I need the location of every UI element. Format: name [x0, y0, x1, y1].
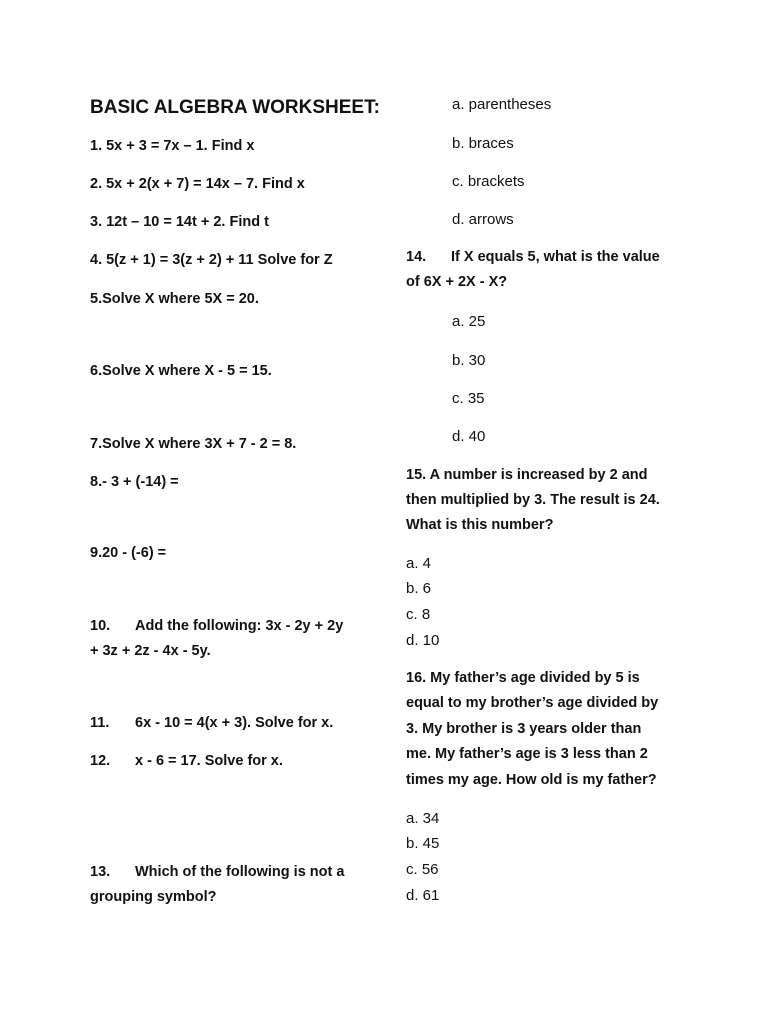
question-10-line-1: Add the following: 3x - 2y + 2y: [135, 618, 344, 634]
question-15-line-3: What is this number?: [406, 517, 554, 533]
question-3: 3. 12t – 10 = 14t + 2. Find t: [90, 214, 269, 230]
question-16-line-5: times my age. How old is my father?: [406, 772, 657, 788]
q14-option-c: c. 35: [452, 390, 485, 407]
q14-option-d: d. 40: [452, 428, 486, 445]
question-14-number: 14.: [406, 249, 427, 265]
question-10: [90, 614, 343, 639]
question-10-number: 10.: [90, 618, 111, 634]
q13-option-a: a. parentheses: [452, 96, 552, 113]
question-8: 8.- 3 + (-14) =: [90, 474, 179, 490]
question-15-line-2: then multiplied by 3. The result is 24.: [406, 492, 660, 508]
question-6: 6.Solve X where X - 5 = 15.: [90, 363, 272, 379]
q16-option-d: d. 61: [406, 887, 440, 904]
question-13: [90, 860, 344, 885]
question-11-number: 11.: [90, 715, 110, 731]
q16-option-c: c. 56: [406, 861, 439, 878]
q13-option-c: c. brackets: [452, 173, 525, 190]
question-9: 9.20 - (-6) =: [90, 545, 167, 561]
question-12-text: x - 6 = 17. Solve for x.: [135, 753, 283, 769]
question-14: [406, 245, 660, 270]
question-15-line-1: 15. A number is increased by 2 and: [406, 467, 648, 483]
q16-option-a: a. 34: [406, 810, 440, 827]
q16-option-b: b. 45: [406, 835, 440, 852]
question-7: 7.Solve X where 3X + 7 - 2 = 8.: [90, 436, 297, 452]
question-13-line-1: Which of the following is not a: [135, 864, 345, 880]
question-1: 1. 5x + 3 = 7x – 1. Find x: [90, 138, 255, 154]
question-16-line-3: 3. My brother is 3 years older than: [406, 721, 642, 737]
question-14-line-2: of 6X + 2X - X?: [406, 274, 508, 290]
question-16-line-2: equal to my brother’s age divided by: [406, 695, 659, 711]
question-13-line-2: grouping symbol?: [90, 889, 217, 905]
question-11: [90, 711, 333, 736]
question-4: 4. 5(z + 1) = 3(z + 2) + 11 Solve for Z: [90, 252, 333, 268]
question-12-number: 12.: [90, 753, 111, 769]
worksheet-title: BASIC ALGEBRA WORKSHEET:: [90, 97, 380, 118]
question-12: [90, 749, 283, 774]
question-13-number: 13.: [90, 864, 111, 880]
q14-option-a: a. 25: [452, 313, 486, 330]
q13-option-b: b. braces: [452, 135, 514, 152]
q15-option-c: c. 8: [406, 606, 431, 623]
question-2: 2. 5x + 2(x + 7) = 14x – 7. Find x: [90, 176, 305, 192]
q15-option-b: b. 6: [406, 580, 432, 597]
q14-option-b: b. 30: [452, 352, 486, 369]
question-16-line-4: me. My father’s age is 3 less than 2: [406, 746, 648, 762]
question-16-line-1: 16. My father’s age divided by 5 is: [406, 670, 640, 686]
q15-option-a: a. 4: [406, 555, 432, 572]
question-10-line-2: + 3z + 2z - 4x - 5y.: [90, 643, 211, 659]
question-11-text: 6x - 10 = 4(x + 3). Solve for x.: [135, 715, 334, 731]
q13-option-d: d. arrows: [452, 211, 514, 228]
question-5: 5.Solve X where 5X = 20.: [90, 291, 259, 307]
q15-option-d: d. 10: [406, 632, 440, 649]
question-14-line-1: If X equals 5, what is the value: [451, 249, 660, 265]
